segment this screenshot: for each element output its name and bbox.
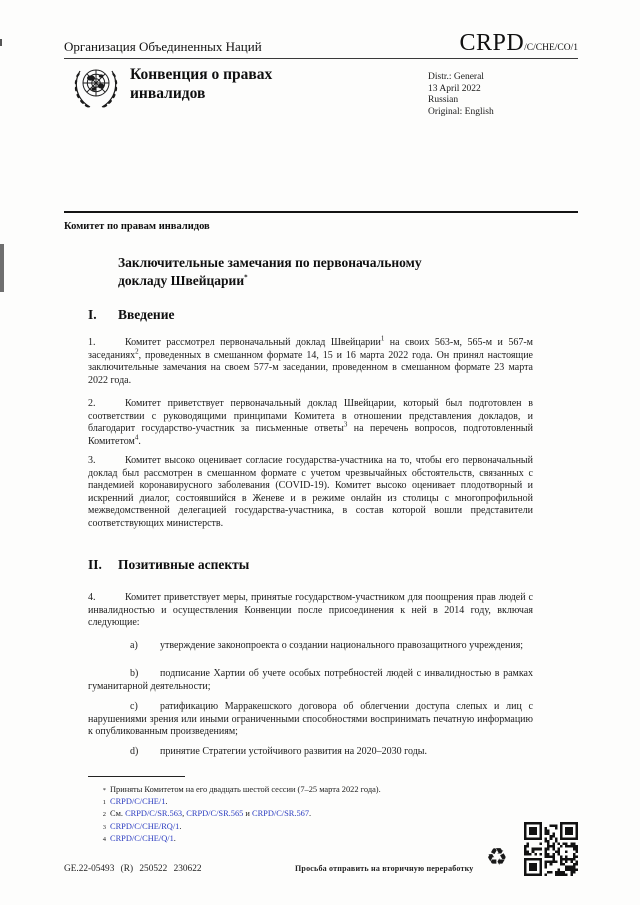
subparagraph-text: ратификацию Марракешского договора об облегчении доступа слепых и лиц с нарушениями зрения или иными ограниченными способностями воспринимать печатную информацию к опубликованным произведениям;: [88, 701, 533, 738]
paragraph-3: [88, 455, 533, 531]
footnote-2: [64, 808, 534, 820]
paragraph-number: 4.: [88, 592, 96, 603]
distr-line: Russian: [428, 95, 459, 105]
recycle-note: Просьба отправить на вторичную переработку: [295, 864, 474, 873]
distr-line: 13 April 2022: [428, 83, 481, 94]
subparagraph-text: подписание Хартии об учете особых потребностей людей с инвалидностью в рамках гуманитарной деятельности;: [88, 668, 533, 692]
document-symbol-suffix: /C/CHE/CO/1: [524, 43, 578, 53]
scan-edge-artifact: [0, 244, 4, 292]
convention-title: Конвенция о правах инвалидов: [130, 66, 273, 102]
subparagraph-d: [88, 746, 533, 759]
footnote-marker: 2: [102, 811, 106, 819]
paragraph-text: Комитет рассмотрел первоначальный доклад Швейцарии$^1$ на своих 563-м, 565-м и 567-м заседаниях$^2$, проведенных в смешанном формате 14, 15 и 16 марта 2022 года. Он принял настоящие заключительные замечания на своем 577-м заседании, проведенном в смешанном формате 23 марта 2022 года.: [88, 334, 533, 386]
scan-edge-speck: [0, 39, 2, 46]
footnote-marker: 4: [102, 835, 106, 843]
paragraph-text: Комитет приветствует меры, принятые государством-участником для поощрения прав людей с инвалидностью и осуществления Конвенции после присоединения к ней в 2014 году, включая следующие:: [88, 592, 533, 629]
footnote-text[interactable]: CRPD/C/CHE/Q/1.: [110, 833, 176, 843]
footnote-1: [64, 796, 534, 808]
paragraph-number: 2.: [88, 398, 96, 409]
footnote-text[interactable]: CRPD/C/CHE/RQ/1.: [110, 821, 182, 831]
section-heading-positive-aspects: [88, 557, 249, 573]
section-heading-introduction: [88, 307, 174, 323]
subparagraph-text: утверждение законопроекта о создании национального правозащитного учреждения;: [160, 640, 524, 651]
footnote-3: [64, 821, 534, 833]
committee-name: Комитет по правам инвалидов: [64, 221, 210, 232]
paragraph-number: 1.: [88, 337, 96, 348]
distr-line: Distr.: General: [428, 72, 484, 82]
subparagraph-c: [88, 701, 533, 739]
subparagraph-marker: a): [130, 640, 138, 651]
document-symbol: [459, 30, 578, 57]
footnote-marker: 3: [102, 823, 106, 831]
subparagraph-marker: b): [130, 668, 139, 679]
un-org-name: Организация Объединенных Наций: [64, 39, 262, 54]
section-numeral: II.: [88, 557, 102, 572]
footnote-text: Приняты Комитетом на его двадцать шестой сессии (7–25 марта 2022 года).: [110, 785, 381, 794]
section-heading-text: Введение: [118, 307, 175, 322]
subparagraph-marker: d): [130, 746, 139, 757]
subparagraph-text: принятие Стратегии устойчивого развития на 2020–2030 годы.: [160, 746, 427, 757]
footnote-separator-rule: [88, 776, 185, 777]
document-reference-code: GE.22-05493 (R) 250522 230622: [64, 864, 202, 874]
document-title: Заключительные замечания по первоначальному докладу Швейцарии*: [118, 255, 422, 288]
paragraph-4: [88, 592, 533, 630]
header-rule: [64, 58, 578, 59]
section-heading-text: Позитивные аспекты: [118, 557, 250, 572]
footnote-asterisk: [64, 784, 534, 796]
paragraph-1: [88, 334, 533, 387]
document-symbol-main: CRPD: [459, 30, 525, 56]
distribution-block: [428, 72, 494, 118]
subparagraph-marker: c): [130, 701, 138, 712]
paragraph-number: 3.: [88, 455, 96, 466]
paragraph-text: Комитет приветствует первоначальный доклад Швейцарии, который был подготовлен в соответствии с руководящими принципами Комитета в отношении представления докладов, и благодарит государство-участник за письменные ответы$^3$ на перечень вопросов, подготовленный Комитетом$^4$.: [88, 398, 533, 447]
un-emblem-icon: [70, 63, 122, 112]
recycle-icon: ♻: [486, 843, 508, 871]
distr-line: Original: English: [428, 106, 494, 117]
qr-code: [524, 822, 578, 876]
footnotes-block: [64, 784, 534, 845]
subparagraph-a: [88, 640, 533, 653]
footnote-marker: *: [102, 787, 106, 794]
footnote-text[interactable]: CRPD/C/CHE/1.: [110, 797, 168, 807]
footnote-marker: 1: [102, 799, 106, 807]
subparagraph-b: [88, 668, 533, 693]
section-divider-rule: [64, 211, 578, 213]
paragraph-text: Комитет высоко оценивает согласие государства-участника на то, чтобы его первоначальный доклад был рассмотрен в смешанном формате с учетом чрезвычайных обстоятельств, связанных с пандемией коронавирусного заболевания (COVID-19). Комитет высоко оценивает плодотворный и искренний диалог, состоявшийся в Женеве и в режиме онлайн из столицы с многопрофильной межведомственной делегацией государства-участника, в состав которой вошли представители соответствующих министерств.: [88, 455, 533, 529]
section-numeral: I.: [88, 307, 97, 322]
paragraph-2: [88, 398, 533, 448]
footnote-text[interactable]: См. CRPD/C/SR.563, CRPD/C/SR.565 и CRPD/C/SR.567.: [110, 809, 312, 819]
footnote-4: [64, 833, 534, 845]
